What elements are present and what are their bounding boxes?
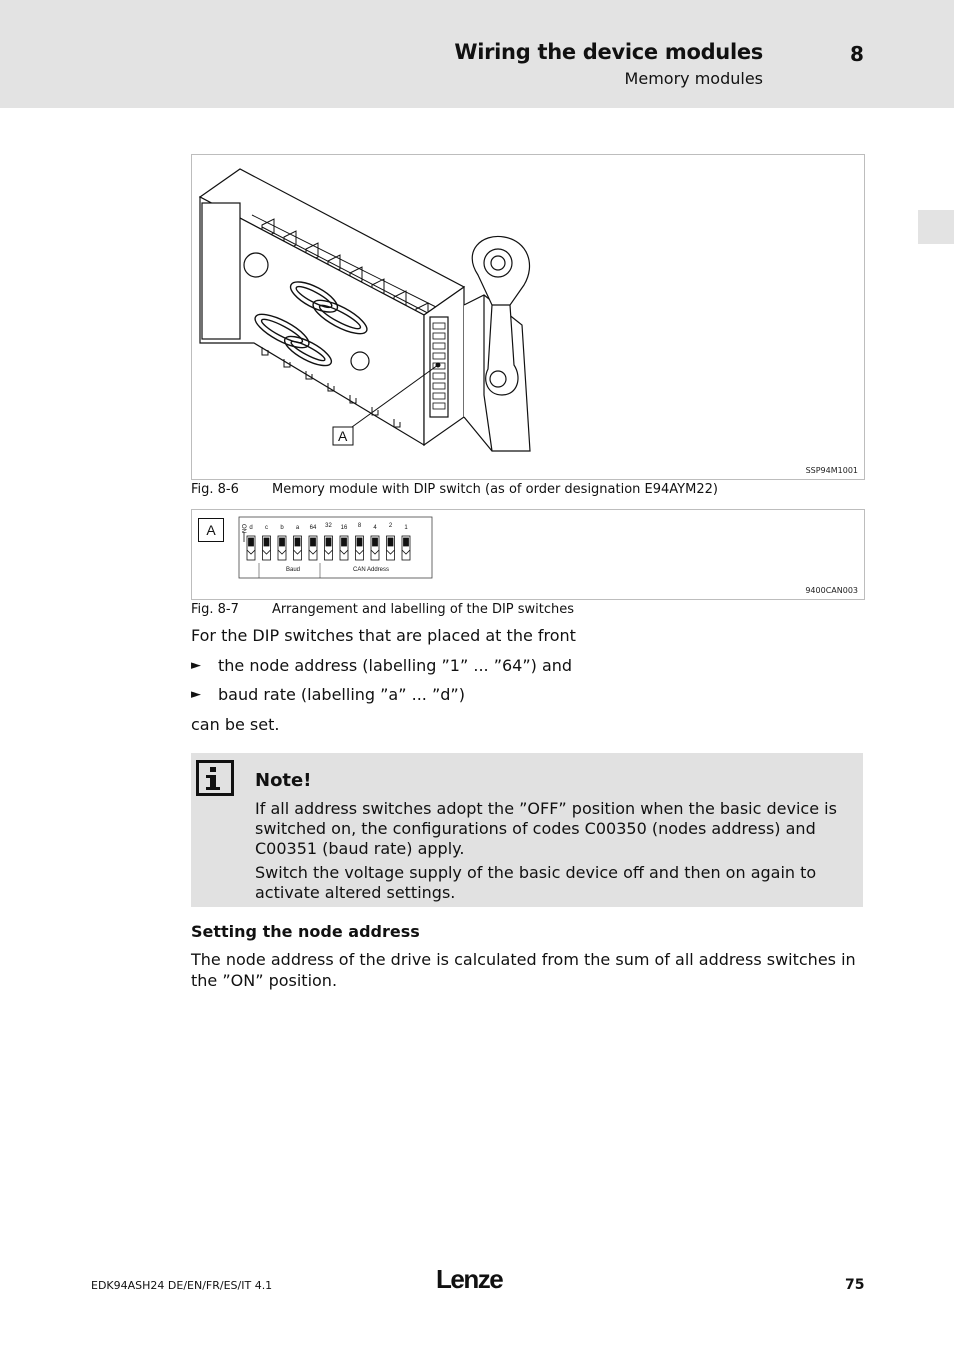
- header-title: Wiring the device modules: [454, 40, 763, 64]
- dip-switch: [325, 536, 333, 560]
- figure1-caption-text: Memory module with DIP switch (as of order designation E94AYM22): [272, 482, 718, 497]
- bullet-arrow-icon: ►: [191, 687, 201, 702]
- figure1-id: SSP94M1001: [805, 466, 858, 475]
- dip-switch-diagram: [238, 516, 434, 580]
- figure2-caption-text: Arrangement and labelling of the DIP switches: [272, 602, 575, 617]
- figure2-caption-number: Fig. 8-7: [191, 602, 239, 617]
- note-paragraph-2: Switch the voltage supply of the basic device off and then on again to activate altered settings.: [255, 863, 817, 902]
- lenze-logo: [436, 1264, 516, 1294]
- dip-switch-label: b: [280, 525, 284, 531]
- page-header: [0, 0, 954, 108]
- section-heading: Setting the node address: [191, 922, 420, 941]
- dip-switch: [356, 536, 364, 560]
- dip-switch: [294, 536, 302, 560]
- dip-switch-label: 32: [325, 523, 332, 529]
- figure1-callout-text: A: [338, 428, 348, 444]
- header-subtitle: Memory modules: [624, 69, 763, 88]
- dip-switch: [387, 536, 395, 560]
- bullet-arrow-icon: ►: [191, 658, 201, 673]
- dip-switch: [402, 536, 410, 560]
- dip-switch-label: 2: [388, 523, 393, 529]
- dip-switch-label: 4: [373, 525, 377, 531]
- dip-switch: [278, 536, 286, 560]
- outro-text: can be set.: [191, 715, 280, 734]
- dip-switch: [263, 536, 271, 560]
- bullet-text: baud rate (labelling ”a” ... ”d”): [218, 685, 465, 704]
- note-paragraph-1: If all address switches adopt the ”OFF” position when the basic device is switched on, the configurations of codes C00350 (nodes address) and C00351 (baud rate) apply.: [255, 799, 837, 858]
- page-number: 75: [845, 1277, 865, 1293]
- note-box: [191, 753, 863, 907]
- dip-switch: [247, 536, 255, 560]
- can-address-group-label: CAN Address: [352, 567, 390, 573]
- dip-switch-label: d: [249, 525, 253, 531]
- memory-module-drawing: [192, 155, 864, 479]
- dip-switch: [309, 536, 317, 560]
- info-i-icon: [196, 760, 234, 796]
- figure-dip-switches: [191, 509, 865, 600]
- figure1-caption-number: Fig. 8-6: [191, 482, 239, 497]
- lenze-logo-text: Lenze: [436, 1264, 503, 1294]
- footer-document-id: EDK94ASH24 DE/EN/FR/ES/IT 4.1: [91, 1279, 273, 1292]
- intro-text: For the DIP switches that are placed at the front: [191, 626, 576, 645]
- bullet-text: the node address (labelling ”1” ... ”64”) and: [218, 656, 573, 675]
- dip-switch: [340, 536, 348, 560]
- on-label: ON: [240, 524, 246, 533]
- chapter-number: 8: [850, 42, 864, 66]
- figure2-callout: [198, 518, 224, 542]
- dip-switch: [371, 536, 379, 560]
- figure2-callout-text: A: [206, 522, 216, 538]
- dip-switch-label: 16: [340, 525, 348, 531]
- dip-switch-label: 64: [309, 525, 317, 531]
- dip-switch-label: 8: [357, 523, 362, 529]
- dip-switch-label: c: [265, 525, 268, 531]
- dip-switch-label: 1: [404, 525, 408, 531]
- dip-switch-label: a: [295, 525, 300, 531]
- note-title: Note!: [255, 770, 312, 791]
- figure-memory-module: [191, 154, 865, 480]
- chapter-side-tab: [918, 210, 954, 244]
- baud-group-label: Baud: [285, 567, 301, 573]
- figure2-id: 9400CAN003: [805, 586, 858, 595]
- section-paragraph: The node address of the drive is calculated from the sum of all address switches in the ”ON” position.: [191, 950, 856, 990]
